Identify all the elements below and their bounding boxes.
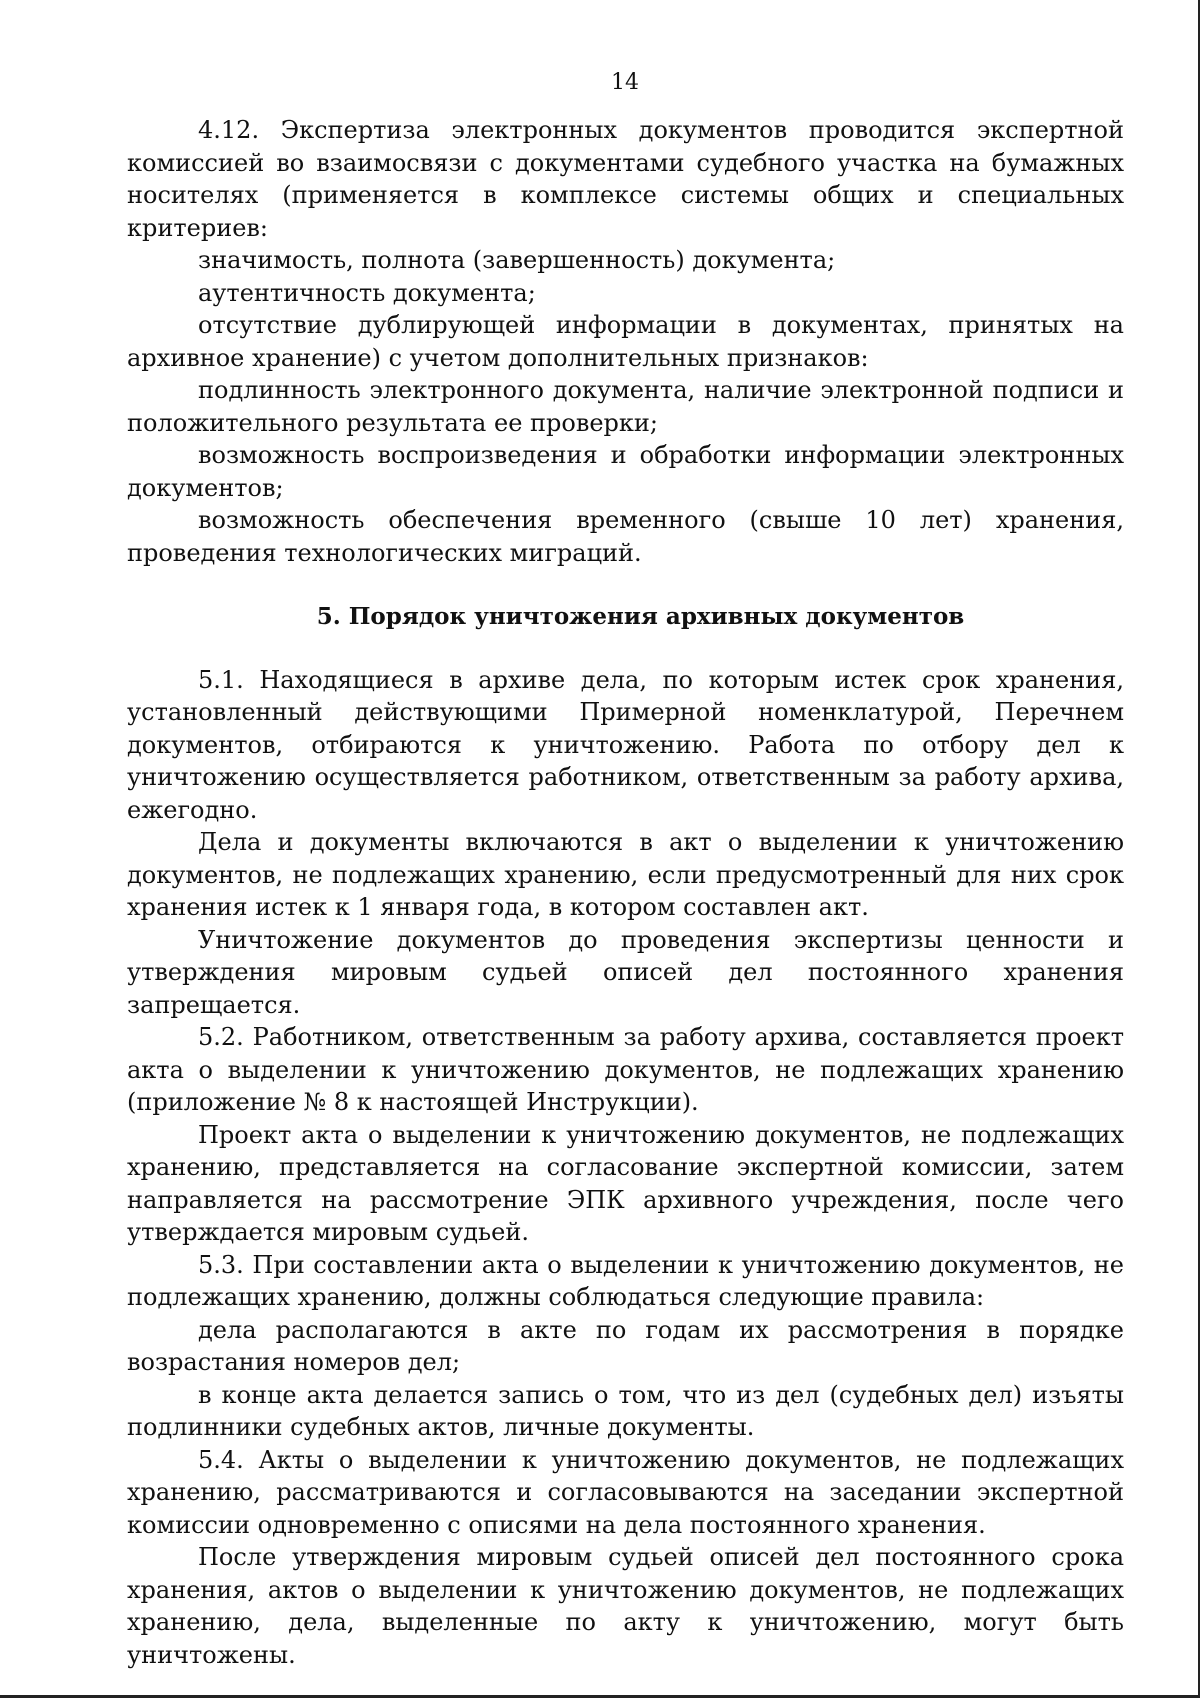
paragraph-5-2: 5.2. Работником, ответственным за работу архива, составляется проект акта о выделении к уничтожению документов, не подлежащих хранению (приложение № 8 к настоящей Инструкции). [127,1023,1124,1116]
rule-record-at-end: в конце акта делается запись о том, что из дел (судебных дел) изъяты подлинники судебных актов, личные документы. [127,1380,1124,1441]
paragraph-4-12: 4.12. Экспертиза электронных документов проводится экспертной комиссией во взаимосвязи с документами судебного участка на бумажных носителях (применяется в комплексе системы общих и специальных критериев: [127,116,1124,242]
criterion-significance: значимость, полнота (завершенность) документа; [198,246,836,274]
rule-order-by-year: дела располагаются в акте по годам их рассмотрения в порядке возрастания номеров дел; [127,1315,1124,1376]
feature-reproduction: возможность воспроизведения и обработки информации электронных документов; [127,441,1124,502]
paragraph-5-1: 5.1. Находящиеся в архиве дела, по которым истек срок хранения, установленный действующими Примерной номенклатурой, Перечнем документов, отбираются к уничтожению. Работа по отбору дел к уничтожению осуществляется работником, ответственным за работу архива, ежегодно. [127,665,1124,824]
paragraph-5-4-destruction: После утверждения мировым судьей описей дел постоянного срока хранения, актов о выделении к уничтожению документов, не подлежащих хранению, дела, выделенные по акту к уничтожению, могут быть уничтожены. [127,1543,1124,1669]
paragraph-5-1-inclusion: Дела и документы включаются в акт о выделении к уничтожению документов, не подлежащих хранению, если предусмотренный для них срок хранения истек к 1 января года, в котором составлен акт. [127,828,1124,921]
paragraph-5-3: 5.3. При составлении акта о выделении к уничтожению документов, не подлежащих хранению, должны соблюдаться следующие правила: [127,1250,1124,1311]
paragraph-5-1-prohibition: Уничтожение документов до проведения экспертизы ценности и утверждения мировым судьей описей дел постоянного хранения запрещается. [127,925,1124,1019]
paragraph-5-2-approval: Проект акта о выделении к уничтожению документов, не подлежащих хранению, представляется на согласование экспертной комиссии, затем направляется на рассмотрение ЭПК архивного учреждения, после чего утверждается мировым судьей. [127,1120,1124,1246]
document-body [127,114,1124,1671]
page-number: 14 [611,70,639,95]
criterion-authenticity: аутентичность документа; [198,278,536,307]
paragraph-5-4: 5.4. Акты о выделении к уничтожению документов, не подлежащих хранению, рассматриваются и согласовываются на заседании экспертной комиссии одновременно с описями на дела постоянного хранения. [127,1445,1124,1539]
feature-signature: подлинность электронного документа, наличие электронной подписи и положительного результата ее проверки; [127,376,1124,437]
criterion-no-duplication: отсутствие дублирующей информации в документах, принятых на архивное хранение) с учетом дополнительных признаков: [127,311,1124,372]
feature-temporary-storage: возможность обеспечения временного (свыше 10 лет) хранения, проведения технологических миграций. [127,506,1124,567]
section-5-heading: 5. Порядок уничтожения архивных документов [316,603,965,630]
